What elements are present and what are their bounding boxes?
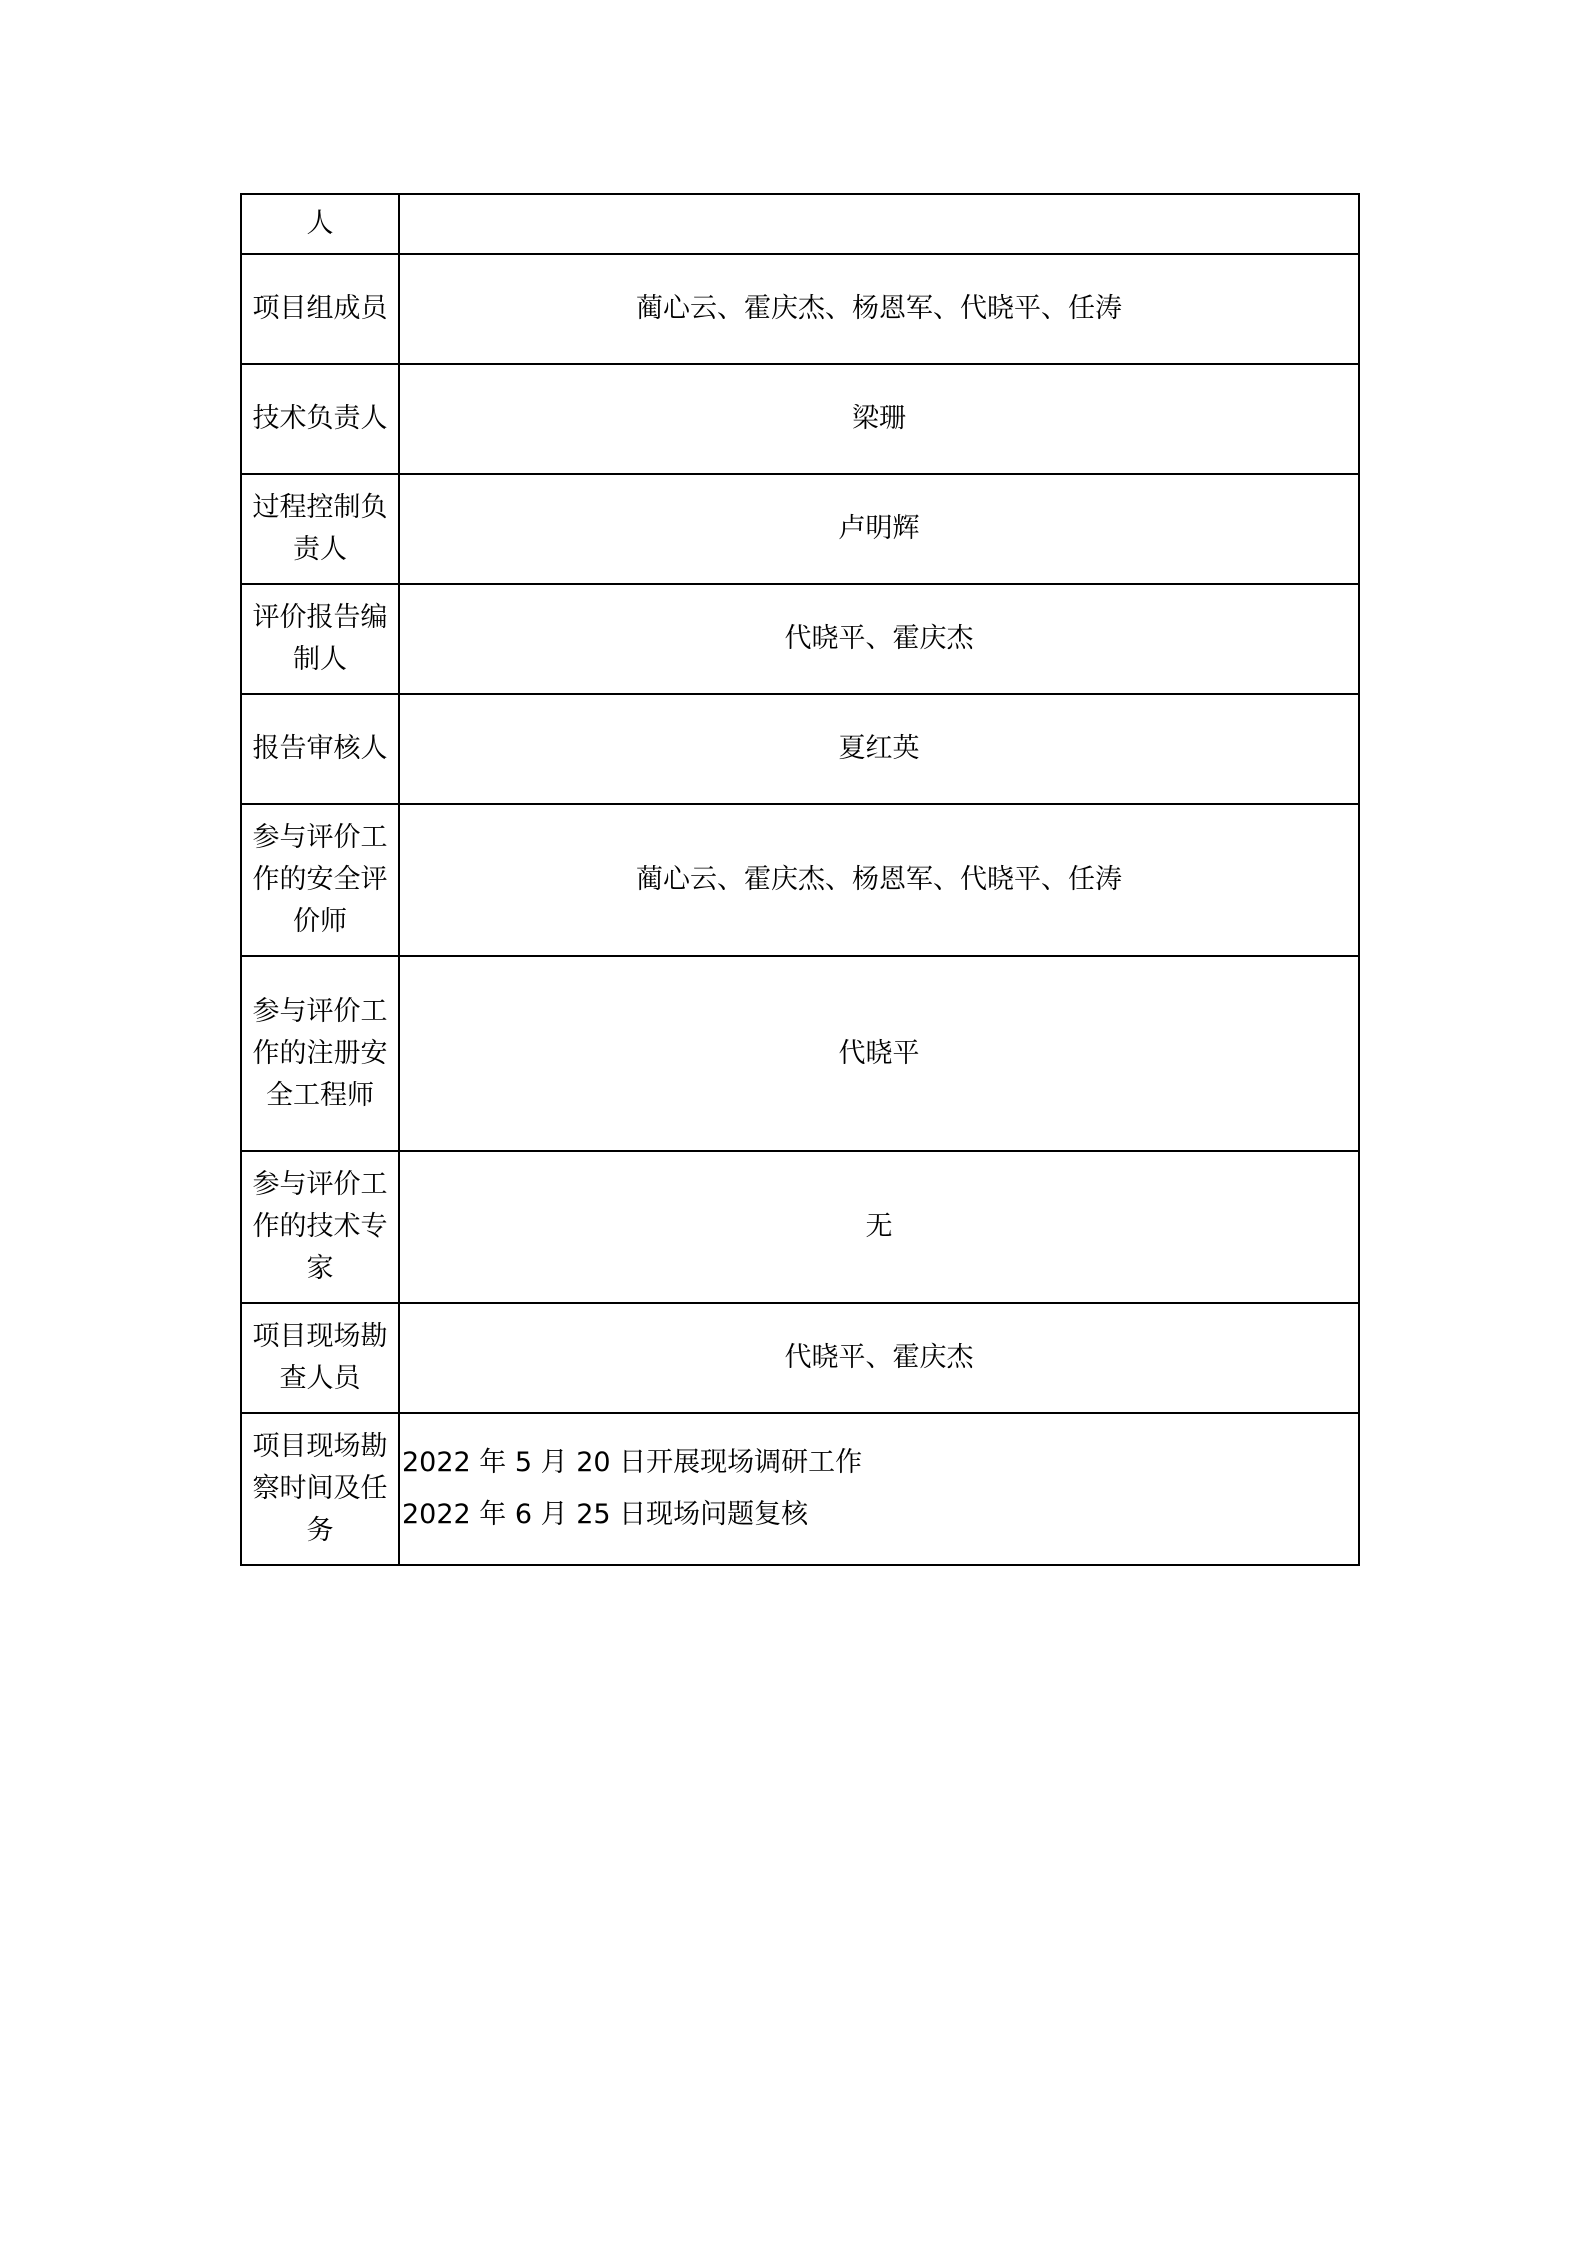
row-label: 技术负责人 (241, 364, 399, 474)
table-row (241, 694, 1359, 804)
row-value: 蔺心云、霍庆杰、杨恩军、代晓平、任涛 (399, 254, 1359, 364)
row-label: 参与评价工作的技术专家 (241, 1151, 399, 1303)
table-row (241, 474, 1359, 584)
row-label: 项目现场勘查人员 (241, 1303, 399, 1413)
row-label: 参与评价工作的注册安全工程师 (241, 956, 399, 1151)
row-label: 人 (241, 194, 399, 254)
row-value: 夏红英 (399, 694, 1359, 804)
row-label: 评价报告编制人 (241, 584, 399, 694)
row-value: 代晓平 (399, 956, 1359, 1151)
table-row (241, 804, 1359, 956)
project-personnel-table (240, 193, 1360, 1566)
row-value: 梁珊 (399, 364, 1359, 474)
table-row (241, 364, 1359, 474)
row-value (399, 194, 1359, 254)
table-row (241, 254, 1359, 364)
table-row (241, 956, 1359, 1151)
row-value: 蔺心云、霍庆杰、杨恩军、代晓平、任涛 (399, 804, 1359, 956)
row-label: 报告审核人 (241, 694, 399, 804)
table-row (241, 584, 1359, 694)
row-value-multiline (399, 1413, 1359, 1565)
row-label: 项目现场勘察时间及任务 (241, 1413, 399, 1565)
table-row (241, 194, 1359, 254)
row-value: 无 (399, 1151, 1359, 1303)
row-label: 参与评价工作的安全评价师 (241, 804, 399, 956)
row-label: 过程控制负责人 (241, 474, 399, 584)
table-row (241, 1413, 1359, 1565)
row-label: 项目组成员 (241, 254, 399, 364)
row-value: 代晓平、霍庆杰 (399, 584, 1359, 694)
survey-task-line: 2022 年 5 月 20 日开展现场调研工作 (402, 1447, 863, 1478)
row-value: 卢明辉 (399, 474, 1359, 584)
table-row (241, 1303, 1359, 1413)
row-value: 代晓平、霍庆杰 (399, 1303, 1359, 1413)
table-row (241, 1151, 1359, 1303)
survey-task-line: 2022 年 6 月 25 日现场问题复核 (402, 1499, 809, 1530)
